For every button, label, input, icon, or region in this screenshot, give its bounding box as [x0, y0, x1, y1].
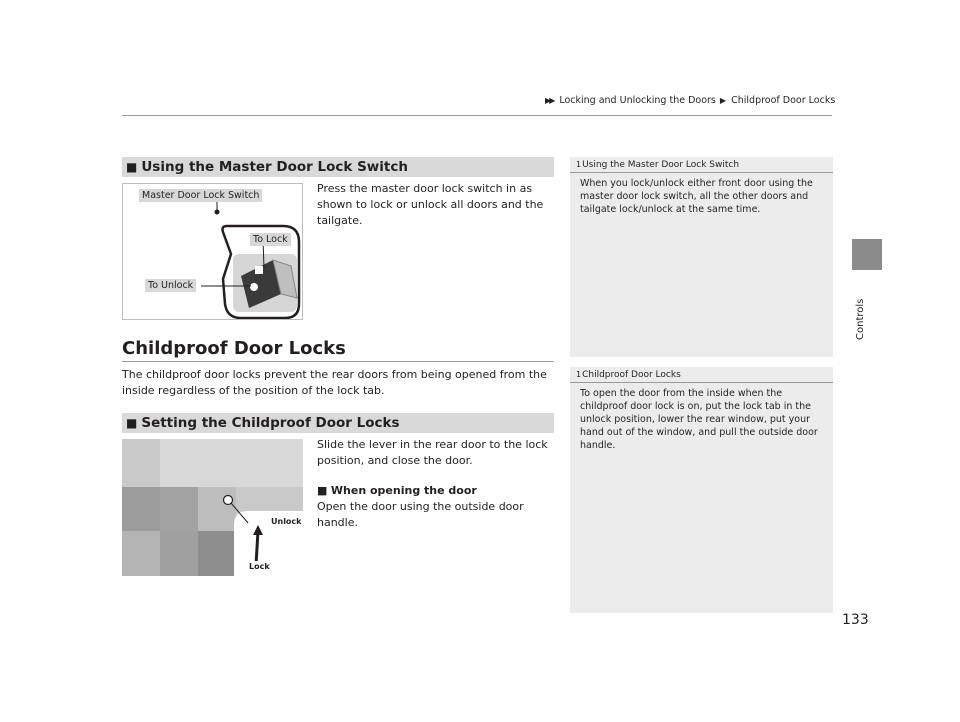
master-switch-figure: [122, 183, 303, 320]
note-childproof: [570, 367, 833, 613]
square-bullet-icon: ■: [126, 160, 138, 174]
childproof-step-text: Slide the lever in the rear door to the lock position, and close the door.: [317, 438, 548, 467]
page-number: 133: [842, 612, 869, 628]
section-title-text: Using the Master Door Lock Switch: [141, 159, 408, 175]
callout-master-switch: Master Door Lock Switch: [139, 189, 262, 202]
callout-to-lock: To Lock: [250, 233, 291, 246]
breadcrumb-item-1: Locking and Unlocking the Doors: [559, 95, 716, 106]
section-tab-marker: [852, 239, 882, 270]
note-marker-icon: 1: [576, 370, 582, 379]
breadcrumb-item-2: Childproof Door Locks: [731, 95, 836, 106]
section-title-childproof: [122, 413, 554, 433]
note-title-text: Using the Master Door Lock Switch: [582, 160, 740, 170]
childproof-lever-figure: [122, 439, 303, 576]
square-bullet-icon: ■: [317, 484, 328, 497]
note-marker-icon: 1: [576, 160, 582, 169]
childproof-lever-illustration: [122, 439, 303, 576]
square-bullet-icon: ■: [126, 416, 138, 430]
double-arrow-icon: ▶▶: [545, 96, 554, 105]
label-unlock: Unlock: [268, 516, 305, 527]
heading-divider: [122, 361, 554, 362]
breadcrumb: [545, 95, 835, 106]
arrow-icon: ▶: [719, 96, 727, 105]
note-body: To open the door from the inside when the childproof door lock is on, put the lock tab in the unlock position, lower the rear window, put your hand out of the window, and pull the outside door handle.: [580, 388, 818, 451]
page-heading: Childproof Door Locks: [122, 338, 346, 359]
label-lock: Lock: [246, 561, 273, 572]
top-divider: [122, 115, 832, 116]
note-master-switch: [570, 157, 833, 357]
subheading-opening-door: When opening the door: [330, 484, 477, 497]
callout-to-unlock: To Unlock: [145, 279, 196, 292]
subheading-row: [317, 483, 557, 499]
intro-paragraph: The childproof door locks prevent the rear doors from being opened from the inside regardless of the position of the lock tab.: [122, 368, 547, 397]
side-tab-text: Controls: [855, 298, 866, 340]
note-title: [570, 157, 833, 173]
side-tab-label: [855, 282, 869, 342]
opening-door-text: Open the door using the outside door handle.: [317, 500, 524, 529]
note-title: [570, 367, 833, 383]
master-switch-illustration: [123, 184, 302, 319]
master-switch-instructions: Press the master door lock switch in as shown to lock or unlock all doors and the tailgate.: [317, 182, 544, 227]
childproof-instructions: [317, 437, 557, 531]
section-title-text: Setting the Childproof Door Locks: [141, 415, 400, 431]
note-body: When you lock/unlock either front door using the master door lock switch, all the other doors and tailgate lock/unlock at the same time.: [580, 178, 813, 215]
section-title-master-switch: [122, 157, 554, 177]
note-title-text: Childproof Door Locks: [582, 370, 681, 380]
